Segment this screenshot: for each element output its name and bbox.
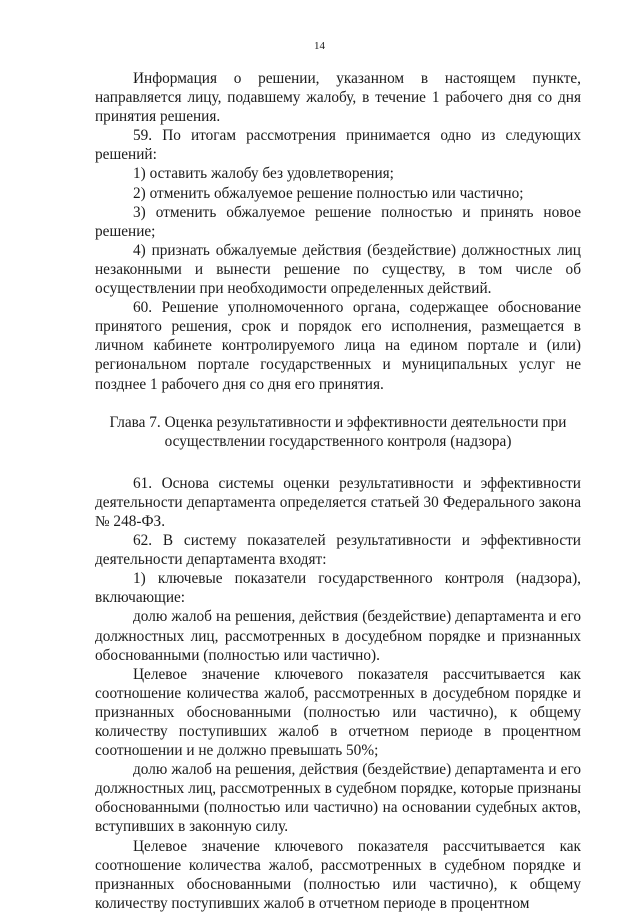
complaints-share-pretrial: долю жалоб на решения, действия (бездействие) департамента и его должностных лиц, рассмотренных в досудебном порядке и признанных обоснованными (полностью или частично). [95, 608, 581, 664]
paragraph-62: 62. В систему показателей результативности и эффективности деятельности департамента входят: [95, 532, 581, 569]
page-number: 14 [314, 40, 325, 52]
paragraph-61: 61. Основа системы оценки результативности и эффективности деятельности департамента определяется статьей 30 Федерального закона № 248-ФЗ. [95, 474, 581, 530]
paragraph-60: 60. Решение уполномоченного органа, содержащее обоснование принятого решения, срок и порядок его исполнения, размещается в личном кабинете контролируемого лица на едином портале и (или) региональном портале государственных и муниципальных услуг не позднее 1 рабочего дня со дня его принятия. [95, 299, 581, 393]
paragraph-59: 59. По итогам рассмотрения принимается одно из следующих решений: [95, 127, 581, 164]
complaints-share-judicial: долю жалоб на решения, действия (бездействие) департамента и его должностных лиц, рассмотренных в судебном порядке, которые признаны обоснованными (полностью или частично) на основании судебных актов, вступивших в законную силу. [95, 761, 581, 836]
target-value-pretrial: Целевое значение ключевого показателя рассчитывается как соотношение количества жалоб, рассмотренных в досудебном порядке и признанных обоснованными (полностью или частично), к общему количеству поступивших жалоб в отчетном периоде в процентном соотношении и не должно превышать 50%; [95, 665, 581, 760]
document-body [95, 69, 581, 913]
chapter-heading-line-2: осуществлении государственного контроля (надзора) [164, 432, 512, 450]
list-item-2: 2) отменить обжалуемое решение полностью или частично; [133, 184, 524, 202]
list-item-3: 3) отменить обжалуемое решение полностью и принять новое решение; [95, 203, 581, 240]
list-item-4: 4) признать обжалуемые действия (бездействие) должностных лиц незаконными и вынести решение по существу, в том числе об осуществлении при необходимости определенных действий. [95, 241, 581, 298]
chapter-heading-line-1: Глава 7. Оценка результативности и эффективности деятельности при [109, 413, 567, 431]
paragraph-decision-info: Информация о решении, указанном в настоящем пункте, направляется лицу, подавшему жалобу, в течение 1 рабочего дня со дня принятия решения. [95, 70, 581, 126]
list-item-1: 1) оставить жалобу без удовлетворения; [133, 165, 394, 183]
key-indicators-item: 1) ключевые показатели государственного контроля (надзора), включающие: [95, 570, 581, 607]
target-value-judicial: Целевое значение ключевого показателя рассчитывается как соотношение количества жалоб, рассмотренных в судебном порядке и признанных обоснованными (полностью или частично), к общему количеству поступивших жалоб в отчетном периоде в процентном [95, 837, 581, 912]
